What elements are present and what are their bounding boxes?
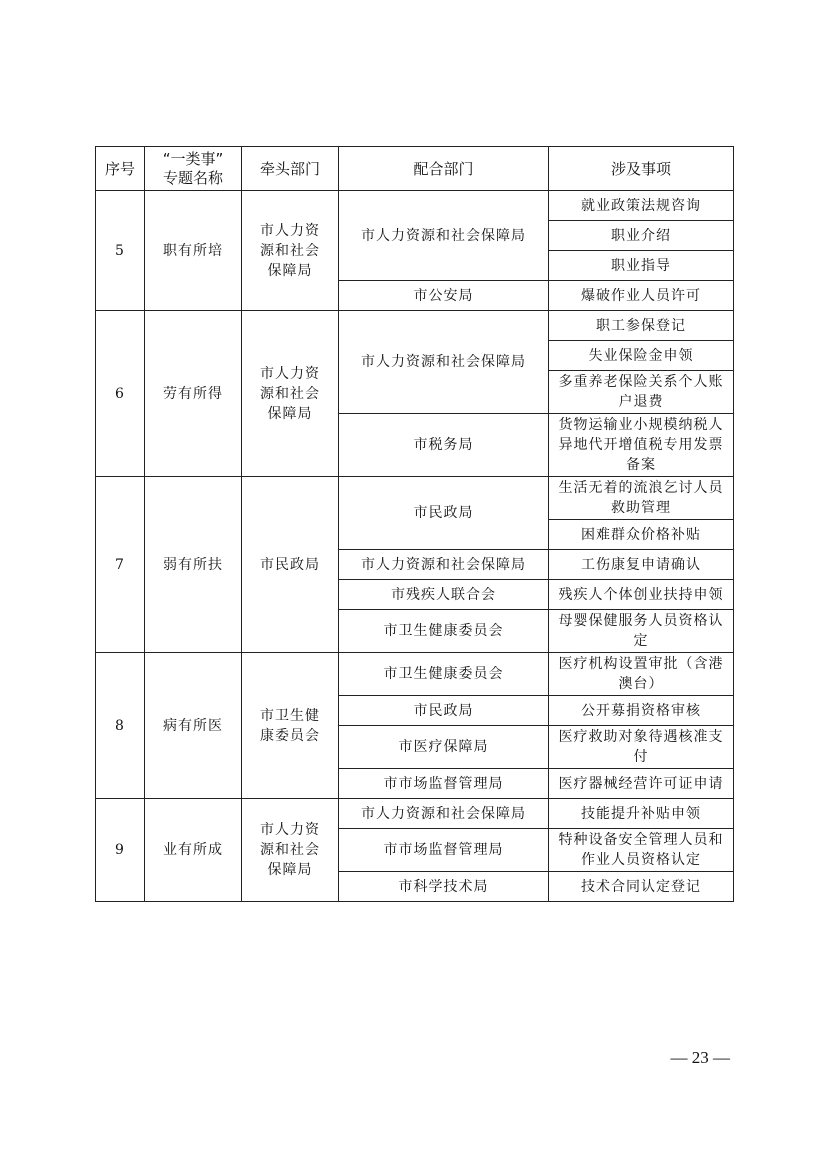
header-items: 涉及事项 [549, 147, 734, 191]
cell-seq: 9 [96, 799, 145, 902]
cell-item: 技术合同认定登记 [549, 872, 734, 902]
matters-table [95, 146, 734, 902]
cell-item: 残疾人个体创业扶持申领 [549, 580, 734, 610]
header-lead-dept: 牵头部门 [242, 147, 339, 191]
page-number: — 23 — [670, 1048, 730, 1067]
cell-lead-dept: 市人力资源和社会保障局 [242, 191, 339, 311]
cell-item: 失业保险金申领 [549, 341, 734, 371]
table-body [96, 191, 734, 902]
cell-topic-name: 劳有所得 [145, 311, 242, 477]
cell-coop-dept: 市民政局 [339, 477, 549, 550]
cell-item: 医疗救助对象待遇核准支付 [549, 726, 734, 769]
cell-lead-dept: 市卫生健康委员会 [242, 653, 339, 799]
cell-item: 技能提升补贴申领 [549, 799, 734, 829]
cell-item: 职业介绍 [549, 221, 734, 251]
cell-seq: 7 [96, 477, 145, 653]
cell-item: 货物运输业小规模纳税人异地代开增值税专用发票备案 [549, 414, 734, 477]
header-coop-dept: 配合部门 [339, 147, 549, 191]
cell-seq: 8 [96, 653, 145, 799]
header-topic-name-line2: 专题名称 [162, 168, 223, 187]
cell-item: 特种设备安全管理人员和作业人员资格认定 [549, 829, 734, 872]
table-row [96, 653, 734, 696]
cell-coop-dept: 市人力资源和社会保障局 [339, 799, 549, 829]
cell-seq: 6 [96, 311, 145, 477]
cell-coop-dept: 市卫生健康委员会 [339, 653, 549, 696]
cell-item: 医疗机构设置审批（含港澳台） [549, 653, 734, 696]
table-row [96, 311, 734, 341]
cell-coop-dept: 市人力资源和社会保障局 [339, 550, 549, 580]
cell-coop-dept: 市卫生健康委员会 [339, 610, 549, 653]
cell-item: 医疗器械经营许可证申请 [549, 769, 734, 799]
cell-item: 爆破作业人员许可 [549, 281, 734, 311]
cell-topic-name: 业有所成 [145, 799, 242, 902]
cell-seq: 5 [96, 191, 145, 311]
header-topic-name-line1: “一类事” [162, 149, 224, 168]
cell-coop-dept: 市税务局 [339, 414, 549, 477]
cell-coop-dept: 市民政局 [339, 696, 549, 726]
header-row [96, 147, 734, 191]
cell-item: 职业指导 [549, 251, 734, 281]
cell-lead-dept: 市人力资源和社会保障局 [242, 799, 339, 902]
table-row [96, 477, 734, 520]
cell-topic-name: 病有所医 [145, 653, 242, 799]
cell-coop-dept: 市公安局 [339, 281, 549, 311]
cell-coop-dept: 市医疗保障局 [339, 726, 549, 769]
cell-lead-dept: 市民政局 [242, 477, 339, 653]
cell-item: 困难群众价格补贴 [549, 520, 734, 550]
cell-item: 职工参保登记 [549, 311, 734, 341]
cell-item: 就业政策法规咨询 [549, 191, 734, 221]
header-seq: 序号 [96, 147, 145, 191]
header-topic-name [145, 147, 242, 191]
cell-lead-dept: 市人力资源和社会保障局 [242, 311, 339, 477]
cell-item: 多重养老保险关系个人账户退费 [549, 371, 734, 414]
table-row [96, 799, 734, 829]
cell-coop-dept: 市市场监督管理局 [339, 829, 549, 872]
cell-coop-dept: 市市场监督管理局 [339, 769, 549, 799]
cell-coop-dept: 市残疾人联合会 [339, 580, 549, 610]
cell-item: 公开募捐资格审核 [549, 696, 734, 726]
cell-coop-dept: 市人力资源和社会保障局 [339, 191, 549, 281]
cell-item: 工伤康复申请确认 [549, 550, 734, 580]
cell-topic-name: 弱有所扶 [145, 477, 242, 653]
cell-item: 母婴保健服务人员资格认定 [549, 610, 734, 653]
table-row [96, 191, 734, 221]
cell-topic-name: 职有所培 [145, 191, 242, 311]
cell-item: 生活无着的流浪乞讨人员救助管理 [549, 477, 734, 520]
cell-coop-dept: 市科学技术局 [339, 872, 549, 902]
cell-coop-dept: 市人力资源和社会保障局 [339, 311, 549, 414]
